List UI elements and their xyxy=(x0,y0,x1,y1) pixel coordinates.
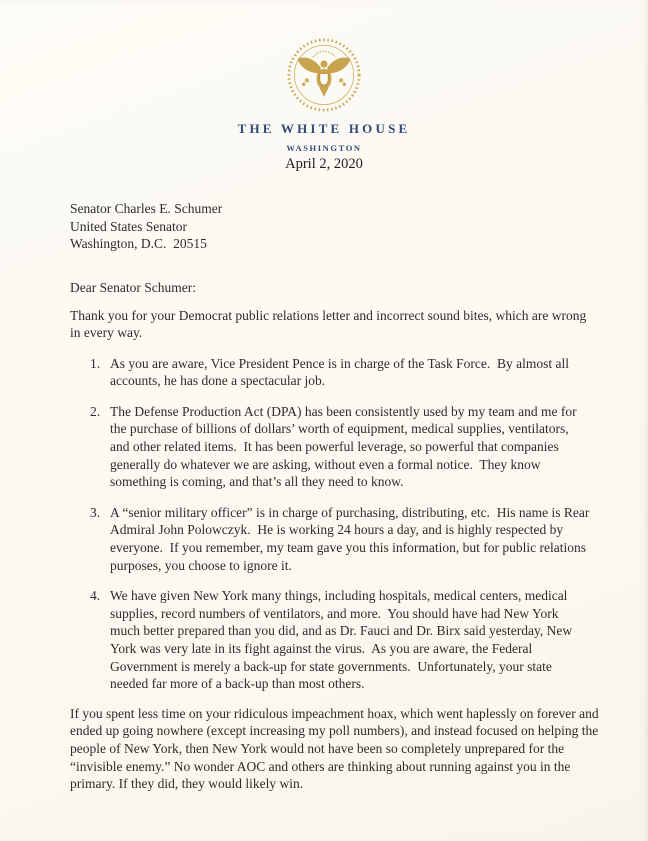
item-number: 4. xyxy=(90,588,101,604)
item-text: As you are aware, Vice President Pence is in charge of the Task Force. By almost all accounts, he has done a spectacular job. xyxy=(110,355,573,389)
presidential-seal-icon xyxy=(285,36,363,114)
closing-paragraph: If you spent less time on your ridiculous impeachment hoax, which went haplessly on forever and ended up going nowhere (except increasing my poll numbers), and instead focused on helping the people of New York, then New York would not have been so completely unprepared for the “invisible enemy.” No wonder AOC and others are thinking about running against you in the primary. If they did, they would likely win. xyxy=(70,705,602,792)
numbered-item-3 xyxy=(70,504,600,574)
letterhead-org: THE WHITE HOUSE xyxy=(237,121,411,136)
seal-container xyxy=(0,36,648,114)
letterhead xyxy=(0,36,648,173)
numbered-item-1 xyxy=(70,355,600,390)
numbered-item-4 xyxy=(70,587,600,693)
item-text: A “senior military officer” is in charge of purchasing, distributing, etc. His name is Rear Admiral John Polowczyk. He is working 24 hours a day, and is highly respected by everyone. If you remember, my team gave you this information, but for public relations purposes, you choose to ignore it. xyxy=(110,504,593,573)
letterhead-city: WASHINGTON xyxy=(286,143,362,153)
item-text: We have given New York many things, including hospitals, medical centers, medical supplies, record numbers of ventilators, and more. You should have had New York much better prepared than you did, and as Dr. Fauci and Dr. Birx said yesterday, New York was very late in its fight against the virus. As you are aware, the Federal Government is merely a back-up for state governments. Unfortunately, your state needed far more of a back-up than most others. xyxy=(110,588,575,692)
recipient-title: United States Senator xyxy=(70,218,187,234)
recipient-name: Senator Charles E. Schumer xyxy=(70,201,223,216)
intro-paragraph: Thank you for your Democrat public relations letter and incorrect sound bites, which are wrong in every way. xyxy=(70,307,590,341)
numbered-list xyxy=(70,355,600,693)
salutation: Dear Senator Schumer: xyxy=(70,279,196,295)
item-number: 1. xyxy=(90,355,101,371)
recipient-city-zip: Washington, D.C. 20515 xyxy=(70,236,207,251)
item-text: The Defense Production Act (DPA) has been consistently used by my team and me for the purchase of billions of dollars’ worth of equipment, medical supplies, ventilators, and other related items. It has been powerful leverage, so powerful that companies generally do whatever we are asking, without even a formal notice. They know something is coming, and that’s all they need to know. xyxy=(110,403,581,490)
letter-date: April 2, 2020 xyxy=(285,156,363,172)
recipient-address xyxy=(70,200,600,253)
numbered-item-2 xyxy=(70,403,600,491)
item-number: 2. xyxy=(90,403,101,419)
item-number: 3. xyxy=(90,504,101,520)
